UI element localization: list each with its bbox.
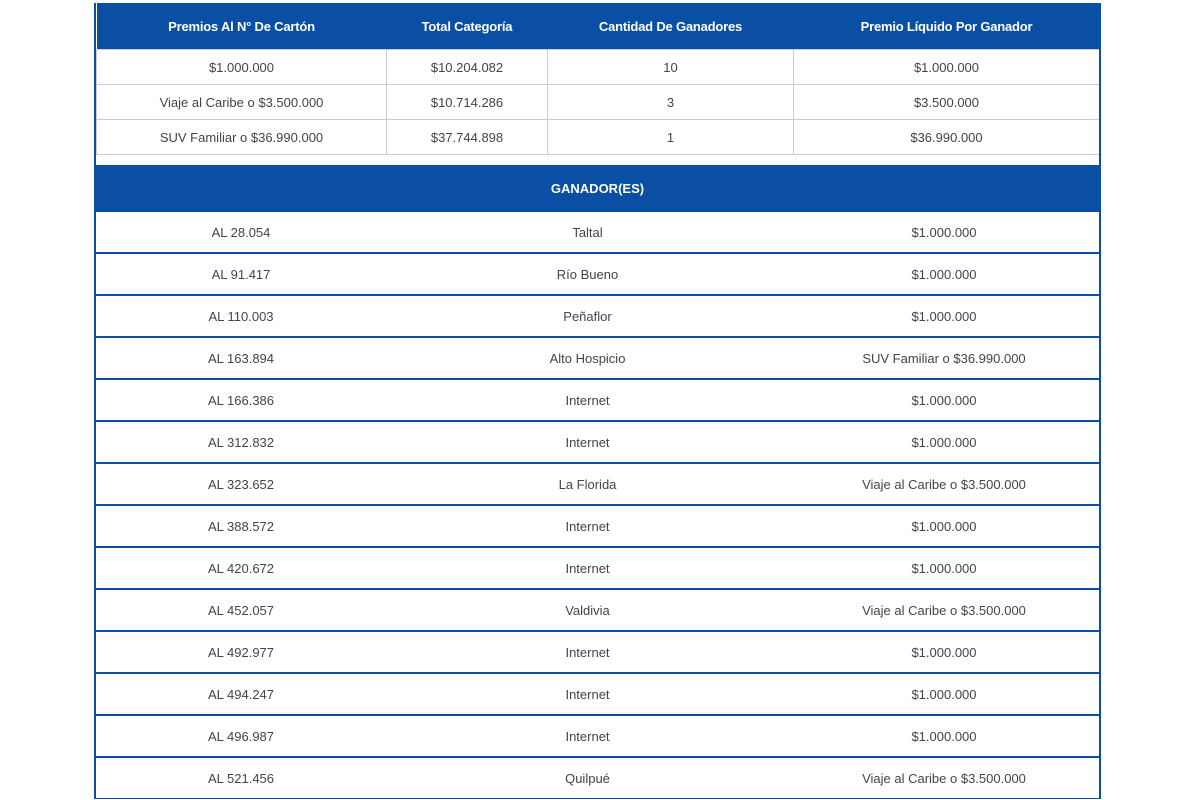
card-number: AL 110.003: [96, 295, 386, 337]
card-number: AL 323.652: [96, 463, 386, 505]
location: Quilpué: [386, 757, 789, 799]
winner-row: [96, 715, 1099, 757]
results-panel: [94, 3, 1101, 799]
prize: $1.000.000: [789, 715, 1099, 757]
card-number: AL 420.672: [96, 547, 386, 589]
prize-row: [97, 85, 1100, 120]
winner-row: [96, 212, 1099, 253]
prize-cell: $1.000.000: [97, 50, 387, 85]
card-number: AL 163.894: [96, 337, 386, 379]
winner-row: [96, 505, 1099, 547]
card-number: AL 496.987: [96, 715, 386, 757]
prize-cell: SUV Familiar o $36.990.000: [97, 120, 387, 155]
prize: $1.000.000: [789, 379, 1099, 421]
prize: Viaje al Caribe o $3.500.000: [789, 757, 1099, 799]
net-prize-cell: $36.990.000: [794, 120, 1100, 155]
card-number: AL 494.247: [96, 673, 386, 715]
card-number: AL 492.977: [96, 631, 386, 673]
prize: $1.000.000: [789, 295, 1099, 337]
winners-table: [96, 212, 1099, 799]
winner-row: [96, 421, 1099, 463]
location: Internet: [386, 631, 789, 673]
prize-row: [97, 120, 1100, 155]
prize-table-header: [97, 3, 1100, 50]
prize: $1.000.000: [789, 421, 1099, 463]
winner-row: [96, 337, 1099, 379]
location: Peñaflor: [386, 295, 789, 337]
card-number: AL 166.386: [96, 379, 386, 421]
prize-row: [97, 50, 1100, 85]
location: Alto Hospicio: [386, 337, 789, 379]
card-number: AL 312.832: [96, 421, 386, 463]
location: Taltal: [386, 212, 789, 253]
card-number: AL 388.572: [96, 505, 386, 547]
header-prize-per-card: Premios Al N° De Cartón: [97, 3, 387, 50]
section-gap: [96, 155, 1099, 165]
winner-row: [96, 463, 1099, 505]
total-cell: $10.714.286: [387, 85, 548, 120]
card-number: AL 521.456: [96, 757, 386, 799]
location: Internet: [386, 715, 789, 757]
location: Internet: [386, 547, 789, 589]
location: Internet: [386, 673, 789, 715]
winner-row: [96, 589, 1099, 631]
winner-row: [96, 673, 1099, 715]
winner-row: [96, 295, 1099, 337]
prize: $1.000.000: [789, 547, 1099, 589]
location: Internet: [386, 379, 789, 421]
location: Río Bueno: [386, 253, 789, 295]
prize: $1.000.000: [789, 253, 1099, 295]
prize: Viaje al Caribe o $3.500.000: [789, 463, 1099, 505]
location: Internet: [386, 505, 789, 547]
location: Valdivia: [386, 589, 789, 631]
prize: $1.000.000: [789, 631, 1099, 673]
header-net-prize: Premio Líquido Por Ganador: [794, 3, 1100, 50]
count-cell: 10: [548, 50, 794, 85]
net-prize-cell: $3.500.000: [794, 85, 1100, 120]
prize: Viaje al Caribe o $3.500.000: [789, 589, 1099, 631]
total-cell: $10.204.082: [387, 50, 548, 85]
count-cell: 3: [548, 85, 794, 120]
prize: SUV Familiar o $36.990.000: [789, 337, 1099, 379]
location: Internet: [386, 421, 789, 463]
prize-table: [96, 3, 1100, 155]
winner-row: [96, 757, 1099, 799]
card-number: AL 28.054: [96, 212, 386, 253]
count-cell: 1: [548, 120, 794, 155]
prize: $1.000.000: [789, 212, 1099, 253]
header-total-category: Total Categoría: [387, 3, 548, 50]
total-cell: $37.744.898: [387, 120, 548, 155]
net-prize-cell: $1.000.000: [794, 50, 1100, 85]
winner-row: [96, 379, 1099, 421]
winner-row: [96, 631, 1099, 673]
header-winner-count: Cantidad De Ganadores: [548, 3, 794, 50]
prize: $1.000.000: [789, 673, 1099, 715]
winner-row: [96, 547, 1099, 589]
location: La Florida: [386, 463, 789, 505]
winners-title: GANADOR(ES): [96, 165, 1099, 212]
prize-cell: Viaje al Caribe o $3.500.000: [97, 85, 387, 120]
card-number: AL 452.057: [96, 589, 386, 631]
prize: $1.000.000: [789, 505, 1099, 547]
winner-row: [96, 253, 1099, 295]
card-number: AL 91.417: [96, 253, 386, 295]
